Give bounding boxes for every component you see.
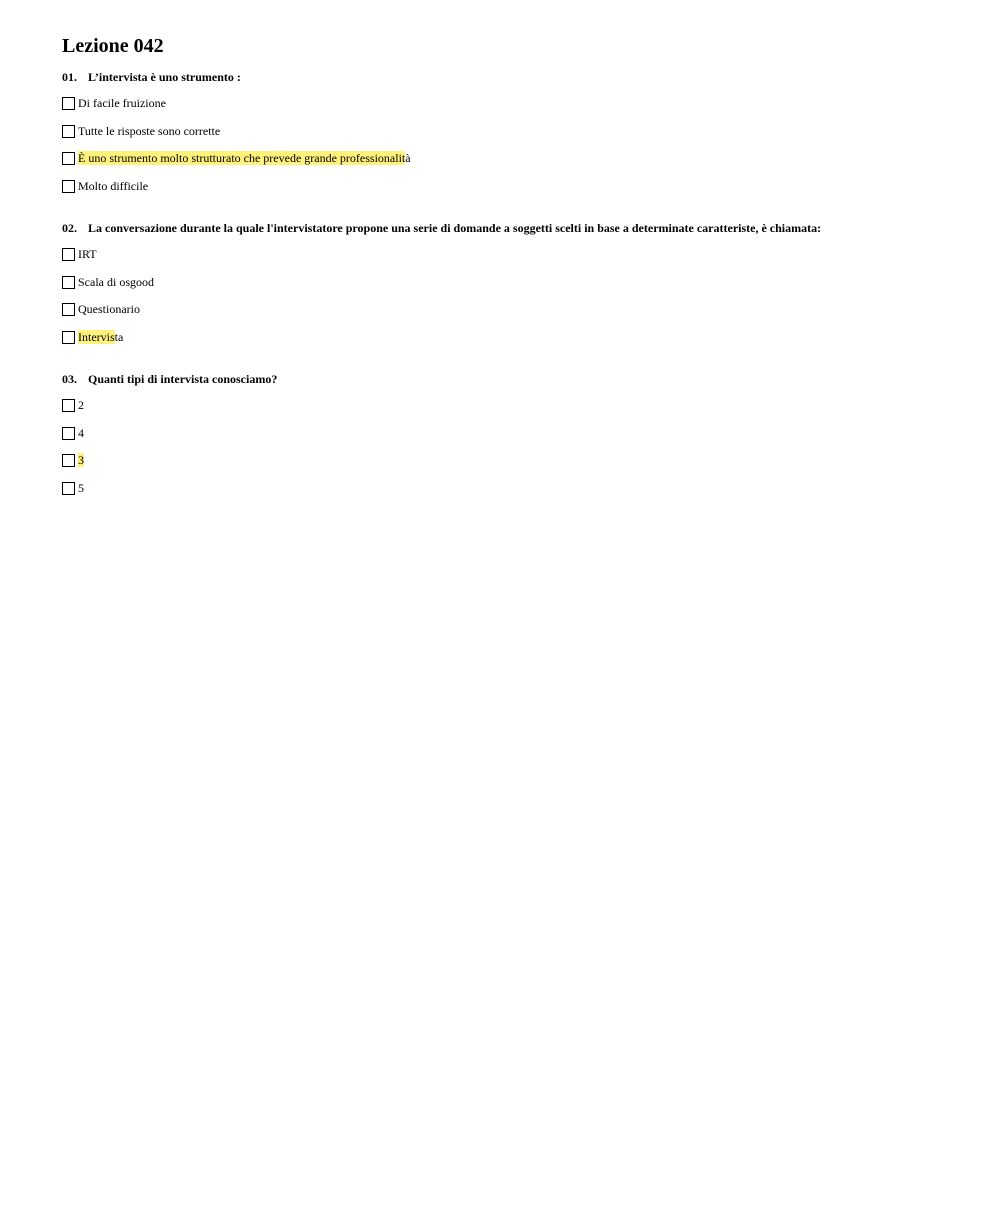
answer-highlight: 3: [78, 453, 84, 467]
answer-highlight: Intervis: [78, 330, 115, 344]
lesson-title: Lezione 042: [62, 35, 164, 57]
checkbox[interactable]: [62, 125, 75, 138]
option-label: 4: [78, 426, 84, 440]
question-label: La conversazione durante la quale l'intervistatore propone una serie di domande a soggetti scelti in base a determinate caratteriste, è chiamata:: [88, 221, 822, 235]
question-number: 01.: [62, 70, 77, 84]
question-03: [62, 371, 982, 387]
checkbox[interactable]: [62, 454, 75, 467]
checkbox[interactable]: [62, 180, 75, 193]
checkbox[interactable]: [62, 276, 75, 289]
option-label: Di facile fruizione: [78, 96, 166, 110]
option-01-a[interactable]: [62, 95, 166, 111]
option-label: Molto difficile: [78, 179, 149, 193]
checkbox[interactable]: [62, 152, 75, 165]
checkbox[interactable]: [62, 331, 75, 344]
option-03-c[interactable]: [62, 452, 84, 468]
option-02-d[interactable]: [62, 329, 123, 345]
option-label: [78, 452, 84, 468]
option-label: Tutte le risposte sono corrette: [78, 124, 221, 138]
option-03-d[interactable]: [62, 480, 84, 496]
checkbox[interactable]: [62, 482, 75, 495]
question-number: 03.: [62, 372, 77, 386]
option-02-a[interactable]: [62, 246, 97, 262]
option-01-c[interactable]: [62, 150, 411, 166]
question-text: [62, 371, 982, 387]
option-03-b[interactable]: [62, 425, 84, 441]
option-label: È uno strumento molto strutturato che prevede grande professionalità: [78, 151, 411, 165]
question-number: 02.: [62, 221, 77, 235]
question-label: Quanti tipi di intervista conosciamo?: [88, 372, 278, 386]
checkbox[interactable]: [62, 399, 75, 412]
checkbox[interactable]: [62, 427, 75, 440]
question-text: [62, 220, 982, 236]
checkbox[interactable]: [62, 248, 75, 261]
question-text: [62, 69, 982, 85]
option-label: Intervista: [78, 330, 124, 344]
option-label: 5: [78, 481, 84, 495]
question-label: L’intervista è uno strumento :: [88, 70, 241, 84]
option-02-b[interactable]: [62, 274, 154, 290]
option-label: IRT: [78, 247, 97, 261]
option-label: Questionario: [78, 302, 140, 316]
option-03-a[interactable]: [62, 397, 84, 413]
answer-highlight: È uno strumento molto strutturato che prevede grande professionalit: [78, 151, 406, 165]
option-label: Scala di osgood: [78, 275, 154, 289]
checkbox[interactable]: [62, 97, 75, 110]
option-label: 2: [78, 398, 84, 412]
option-02-c[interactable]: [62, 301, 140, 317]
question-01: [62, 69, 982, 85]
question-02: [62, 220, 982, 236]
option-01-b[interactable]: [62, 123, 220, 139]
option-01-d[interactable]: [62, 178, 148, 194]
checkbox[interactable]: [62, 303, 75, 316]
